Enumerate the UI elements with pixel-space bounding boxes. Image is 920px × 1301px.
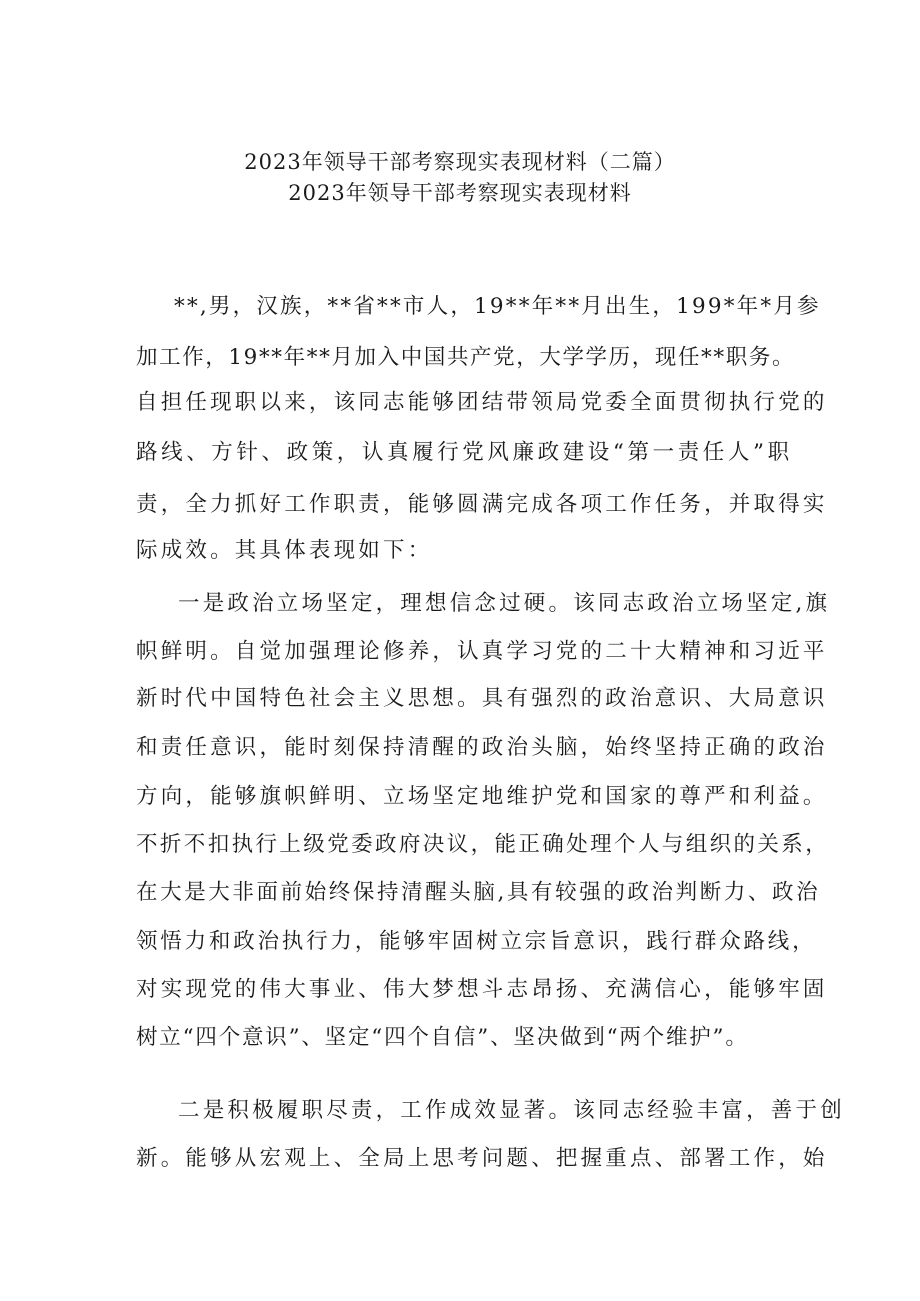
paragraph-1-line: **,男，汉族，**省**市人，19**年**月出生，199*年*月参 (174, 294, 821, 319)
paragraph-2-line: 方向，能够旗帜鲜明、立场坚定地维护党和国家的尊严和利益。 (136, 784, 828, 809)
paragraph-2-line: 对实现党的伟大事业、伟大梦想斗志昂扬、充满信心，能够牢固 (136, 977, 828, 1002)
paragraph-2-line: 在大是大非面前始终保持清醒头脑,具有较强的政治判断力、政治 (136, 880, 821, 905)
paragraph-2-line: 帜鲜明。自觉加强理论修养，认真学习党的二十大精神和习近平 (136, 639, 828, 664)
paragraph-2-line: 领悟力和政治执行力，能够牢固树立宗旨意识，践行群众路线， (136, 929, 817, 954)
paragraph-1-line: 自担任现职以来，该同志能够团结带领局党委全面贯彻执行党的 (136, 390, 828, 415)
document-subtitle: 2023年领导干部考察现实表现材料 (288, 181, 632, 205)
paragraph-1-line: 路线、方针、政策，认真履行党风廉政建设“第一责任人”职 (136, 440, 793, 465)
paragraph-3-line: 二是积极履职尽责，工作成效显著。该同志经验丰富，善于创 (178, 1098, 845, 1123)
paragraph-2-line: 不折不扣执行上级党委政府决议，能正确处理个人与组织的关系， (136, 832, 830, 857)
paragraph-2-line: 树立“四个意识”、坚定“四个自信”、坚决做到“两个维护”。 (136, 1025, 749, 1050)
paragraph-1-line: 加工作，19**年**月加入中国共产党，大学学历，现任**职务。 (136, 345, 796, 370)
paragraph-2-line: 新时代中国特色社会主义思想。具有强烈的政治意识、大局意识 (136, 686, 828, 711)
paragraph-2-line: 和责任意识，能时刻保持清醒的政治头脑，始终坚持正确的政治 (136, 735, 828, 760)
document-title: 2023年领导干部考察现实表现材料（二篇） (244, 150, 676, 174)
paragraph-1-line: 际成效。其具体表现如下： (136, 538, 433, 563)
paragraph-2-line: 一是政治立场坚定，理想信念过硬。该同志政治立场坚定,旗 (178, 591, 831, 616)
paragraph-3-line: 新。能够从宏观上、全局上思考问题、把握重点、部署工作，始 (136, 1146, 828, 1171)
paragraph-1-line: 责，全力抓好工作职责，能够圆满完成各项工作任务，并取得实 (136, 492, 828, 517)
